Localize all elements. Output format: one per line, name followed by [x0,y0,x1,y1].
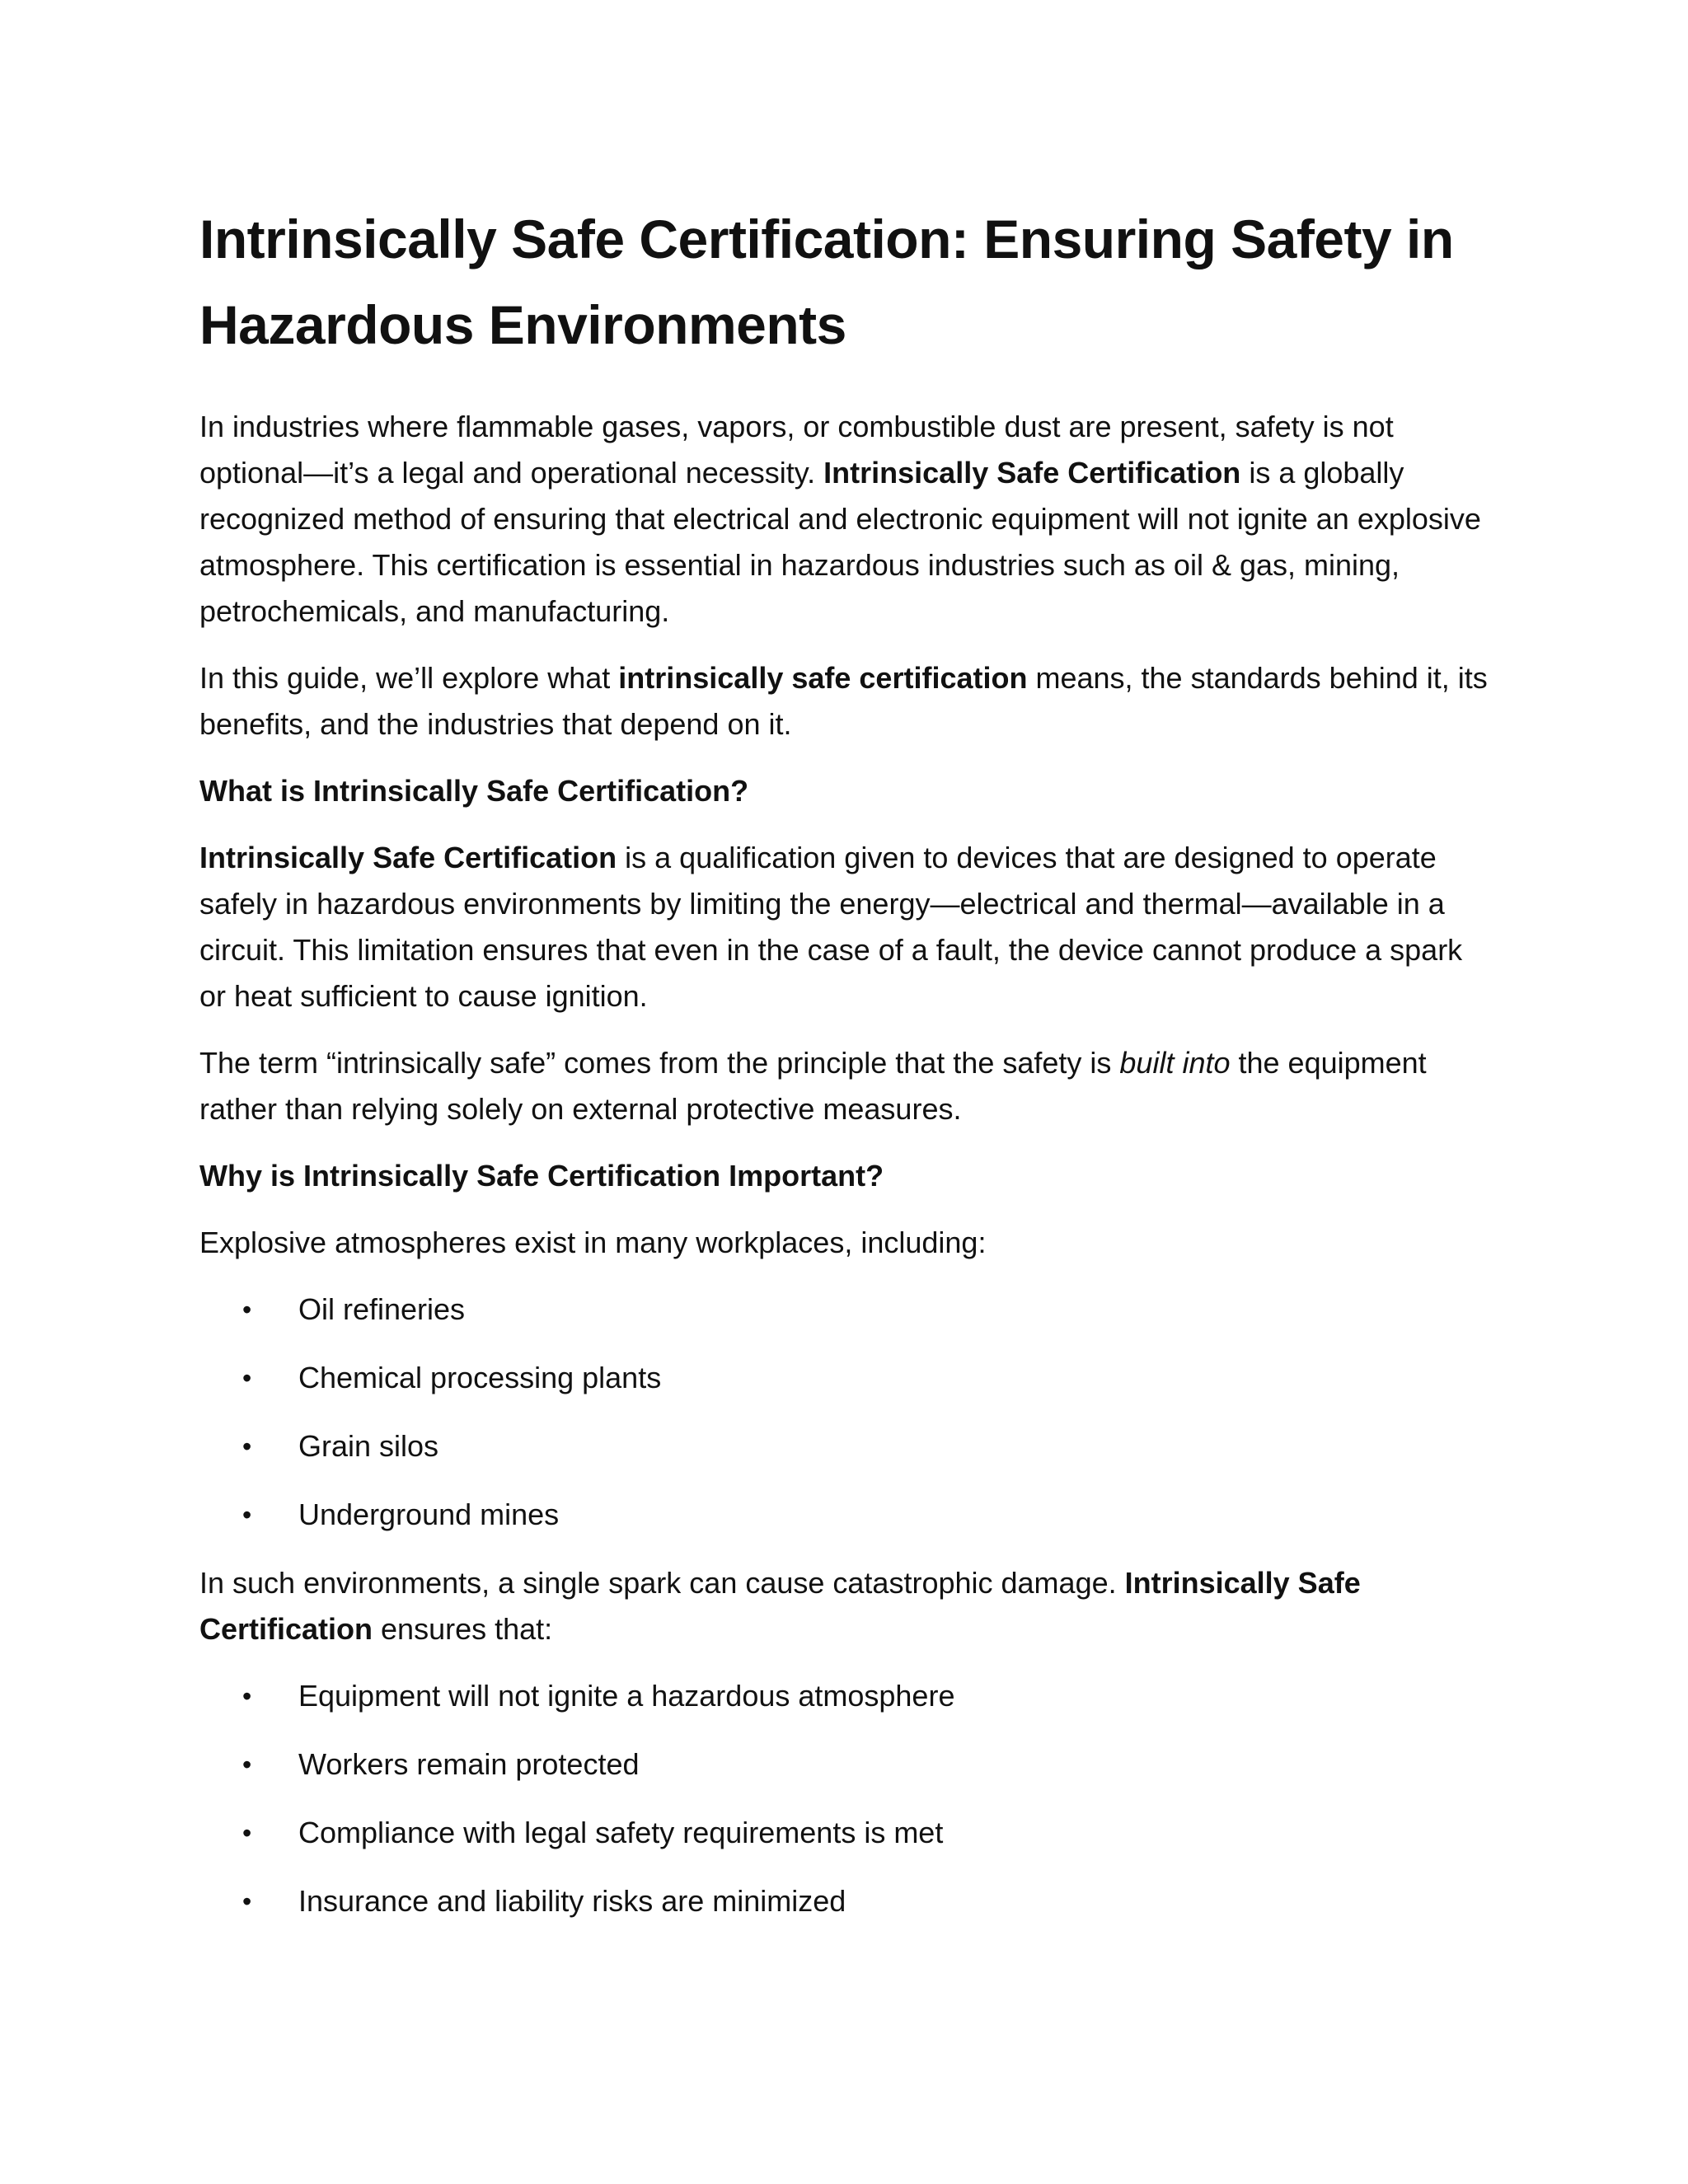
section2-p2-text-b: ensures that: [373,1612,553,1646]
document-body [199,196,1493,1947]
bullet-icon: • [242,1500,252,1530]
section1-paragraph-2 [199,1040,1493,1132]
bullet-icon: • [242,1432,252,1461]
section2-p2-bold: Intrinsically Safe Certification [199,1566,1361,1646]
bullet-icon: • [242,1681,252,1711]
list-item [199,1741,1493,1788]
intro-p2-text-b: means, the standards behind it, its benefits, and the industries that depend on it. [199,661,1488,741]
section2-p2-text-a: In such environments, a single spark can cause catastrophic damage. [199,1566,1125,1600]
list-item-text: Chemical processing plants [298,1361,662,1394]
list-item [199,1878,1493,1924]
section-heading-why-important: Why is Intrinsically Safe Certification Important? [199,1159,884,1193]
section1-p1-text: is a qualification given to devices that are designed to operate safely in hazardous environments by limiting the energy—electrical and thermal—available in a circuit. This limitation ensures that even in the case of a fault, the device cannot produce a spark or heat sufficient to cause ignition. [199,841,1463,1013]
list-item [199,1423,1493,1469]
list-item [199,1673,1493,1719]
section2-lead: Explosive atmospheres exist in many workplaces, including: [199,1226,987,1259]
list-item-text: Insurance and liability risks are minimized [298,1884,846,1918]
list-item-text: Workers remain protected [298,1747,640,1781]
intro-p2-text-a: In this guide, we’ll explore what [199,661,619,695]
list-item-text: Compliance with legal safety requirements is met [298,1816,944,1849]
section-heading-what-is: What is Intrinsically Safe Certification? [199,774,749,808]
workplaces-list [199,1286,1493,1538]
section1-p2-text-a: The term “intrinsically safe” comes from the principle that the safety is [199,1046,1120,1080]
intro-p1-text-b: is a globally recognized method of ensuring that electrical and electronic equipment will not ignite an explosive atmosphere. This certification is essential in hazardous industries such as oil & gas, mining, petrochemicals, and manufacturing. [199,456,1481,628]
list-item [199,1355,1493,1401]
bullet-icon: • [242,1363,252,1393]
bullet-icon: • [242,1295,252,1324]
intro-paragraph-2 [199,655,1493,748]
intro-p1-bold: Intrinsically Safe Certification [823,456,1241,490]
list-item-text: Equipment will not ignite a hazardous atmosphere [298,1679,955,1713]
bullet-icon: • [242,1818,252,1848]
intro-p2-bold: intrinsically safe certification [618,661,1028,695]
ensures-list [199,1673,1493,1924]
list-item-text: Oil refineries [298,1292,466,1326]
section1-p1-bold: Intrinsically Safe Certification [199,841,617,874]
section1-paragraph-1 [199,835,1493,1019]
list-item [199,1286,1493,1333]
section1-p2-italic: built into [1119,1046,1231,1080]
list-item [199,1492,1493,1538]
bullet-icon: • [242,1750,252,1779]
intro-p1-text-a: In industries where flammable gases, vapors, or combustible dust are present, safety is not optional—it’s a legal and operational necessity. [199,410,1394,490]
page-title: Intrinsically Safe Certification: Ensuring Safety in Hazardous Environments [199,209,1454,355]
list-item-text: Grain silos [298,1429,439,1463]
intro-paragraph-1 [199,404,1493,635]
bullet-icon: • [242,1886,252,1916]
list-item [199,1810,1493,1856]
section1-p2-text-b: the equipment rather than relying solely on external protective measures. [199,1046,1427,1126]
section2-paragraph-2 [199,1560,1493,1652]
list-item-text: Underground mines [298,1497,560,1531]
